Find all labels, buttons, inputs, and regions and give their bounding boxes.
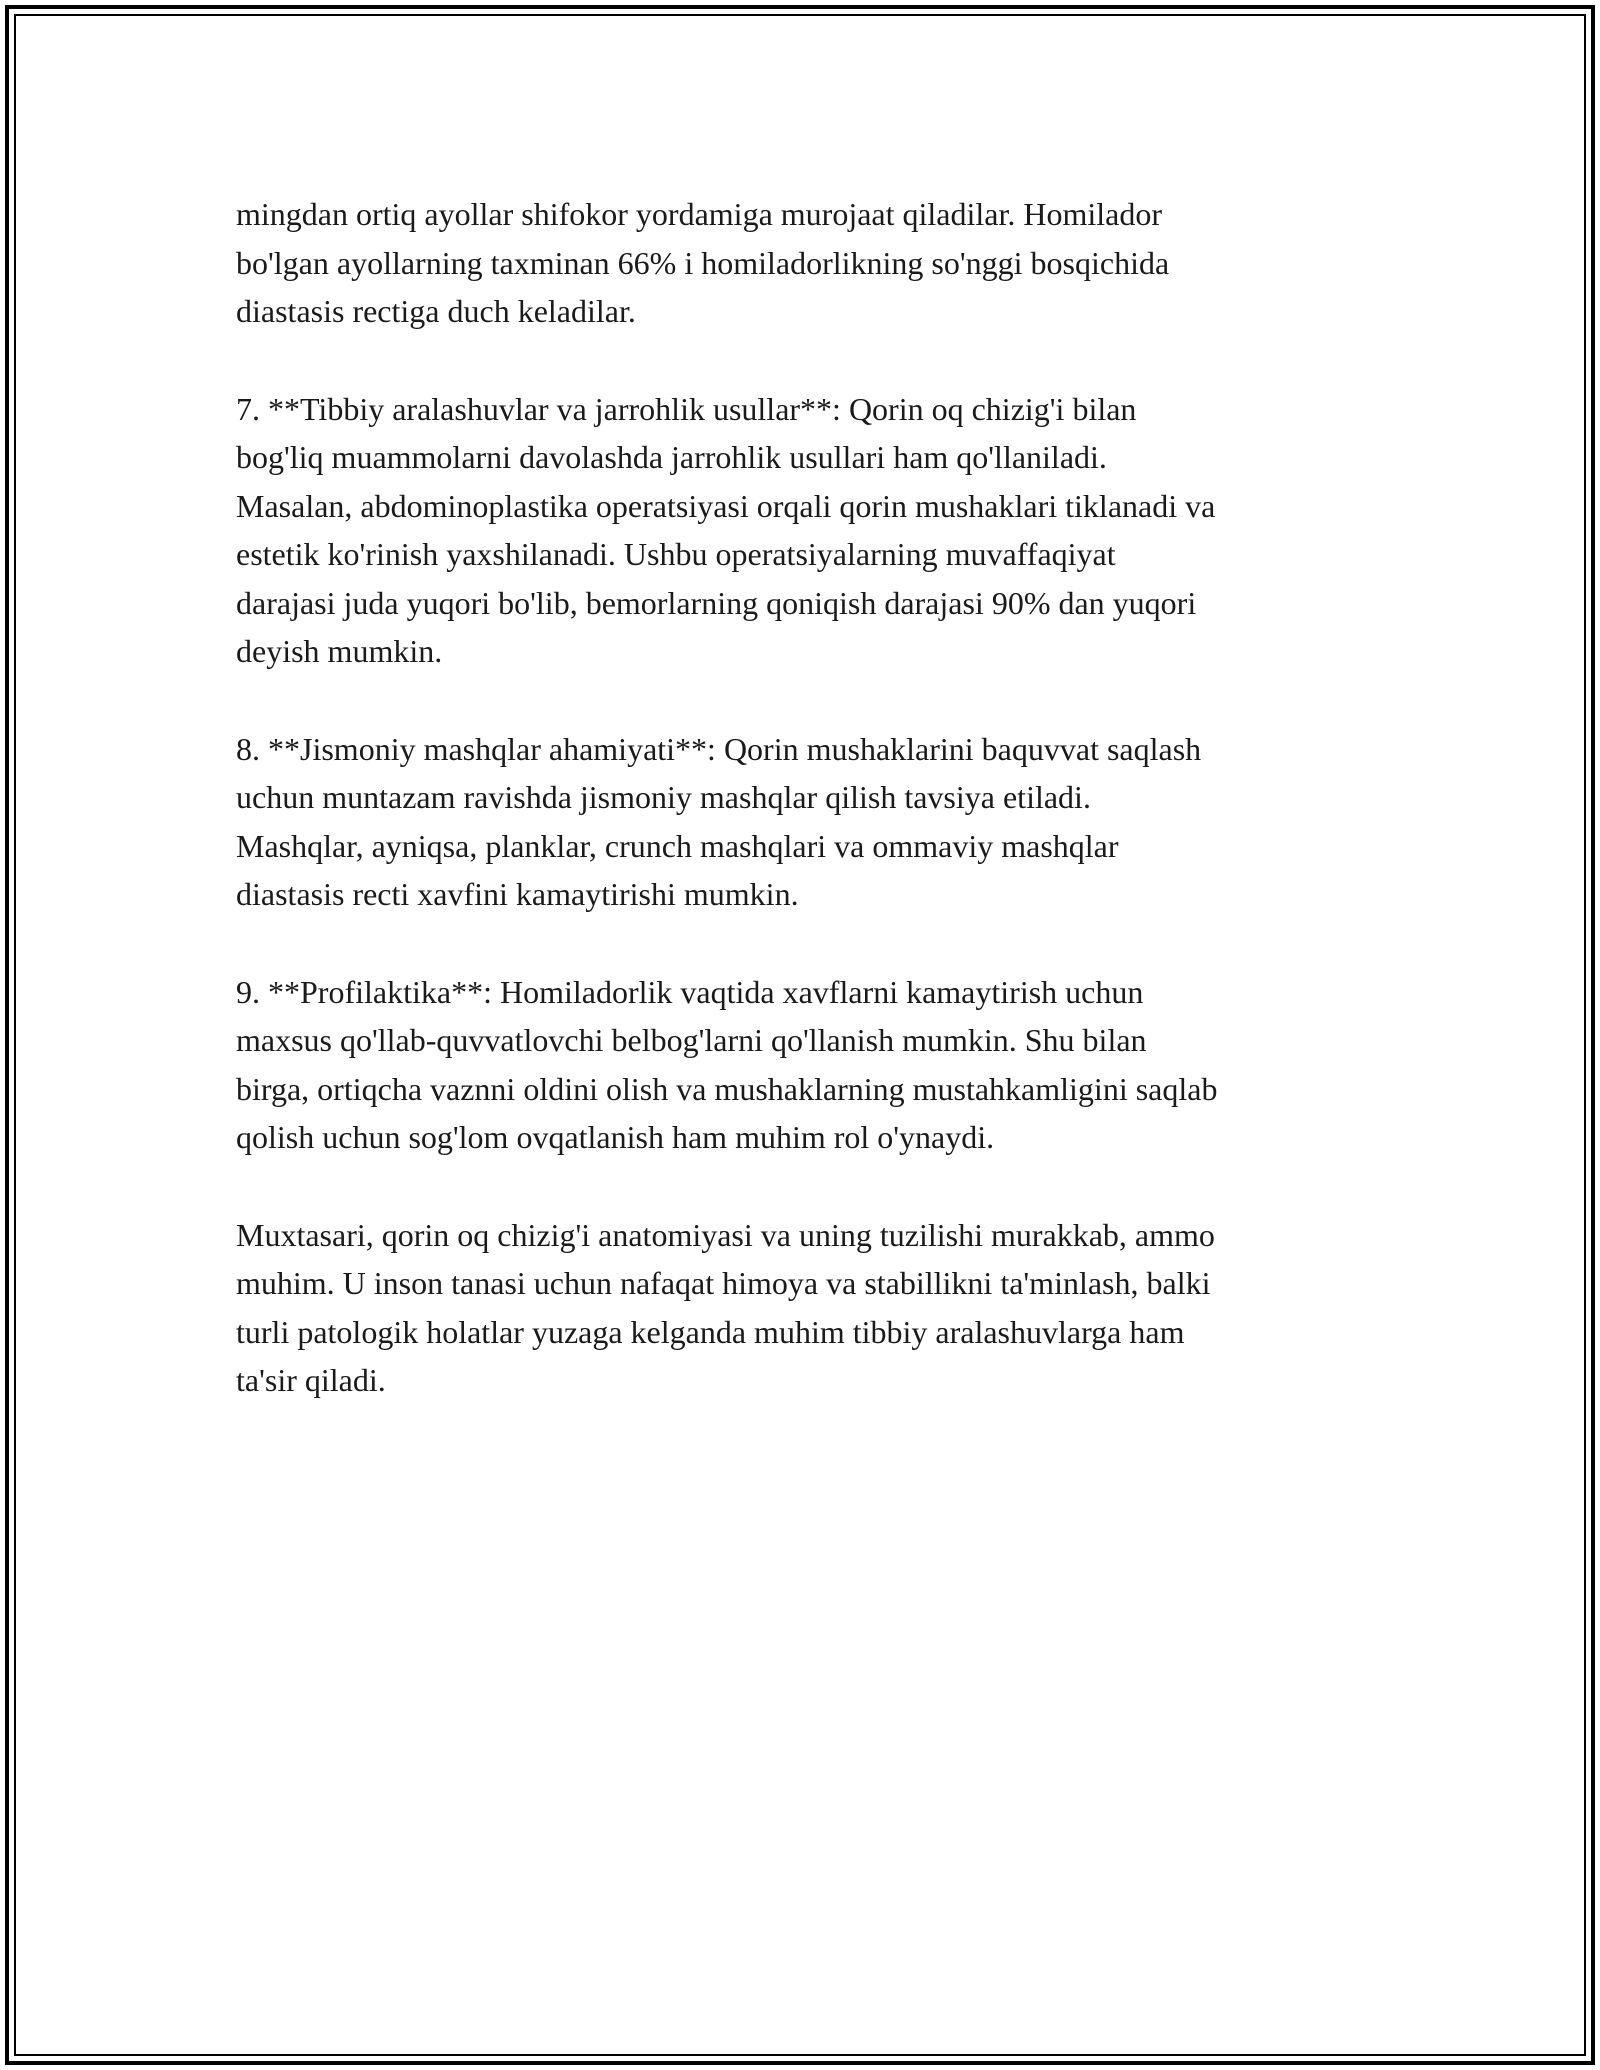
paragraph-item-9: 9. **Profilaktika**: Homiladorlik vaqtida xavflarni kamaytirish uchun maxsus qo'llab-quvvatlovchi belbog'larni qo'llanish mumkin. Shu bilan birga, ortiqcha vaznni oldini olish va mushaklarning mustahkamligini saqlab qolish uchun sog'lom ovqatlanish ham muhim rol o'ynaydi.: [236, 973, 1218, 1155]
paragraph-item-8: 8. **Jismoniy mashqlar ahamiyati**: Qorin mushaklarini baquvvat saqlash uchun muntazam ravishda jismoniy mashqlar qilish tavsiya etiladi. Mashqlar, ayniqsa, planklar, crunch mashqlari va ommaviy mashqlar diastasis recti xavfini kamaytirishi mumkin.: [236, 730, 1202, 912]
paragraph-summary: Muxtasari, qorin oq chizig'i anatomiyasi va uning tuzilishi murakkab, ammo muhim. U inson tanasi uchun nafaqat himoya va stabillikni ta'minlash, balki turli patologik holatlar yuzaga kelganda muhim tibbiy aralashuvlarga ham ta'sir qiladi.: [236, 1216, 1215, 1398]
document-body: [236, 190, 1376, 1454]
paragraph-continuation: mingdan ortiq ayollar shifokor yordamiga murojaat qiladilar. Homilador bo'lgan ayollarning taxminan 66% i homiladorlikning so'nggi bosqichida diastasis rectiga duch keladilar.: [236, 196, 1170, 329]
paragraph-item-7: 7. **Tibbiy aralashuvlar va jarrohlik usullar**: Qorin oq chizig'i bilan bog'liq muammolarni davolashda jarrohlik usullari ham qo'llaniladi. Masalan, abdominoplastika operatsiyasi orqali qorin mushaklari tiklanadi va estetik ko'rinish yaxshilanadi. Ushbu operatsiyalarning muvaffaqiyat darajasi juda yuqori bo'lib, bemorlarning qoniqish darajasi 90% dan yuqori deyish mumkin.: [236, 390, 1216, 669]
